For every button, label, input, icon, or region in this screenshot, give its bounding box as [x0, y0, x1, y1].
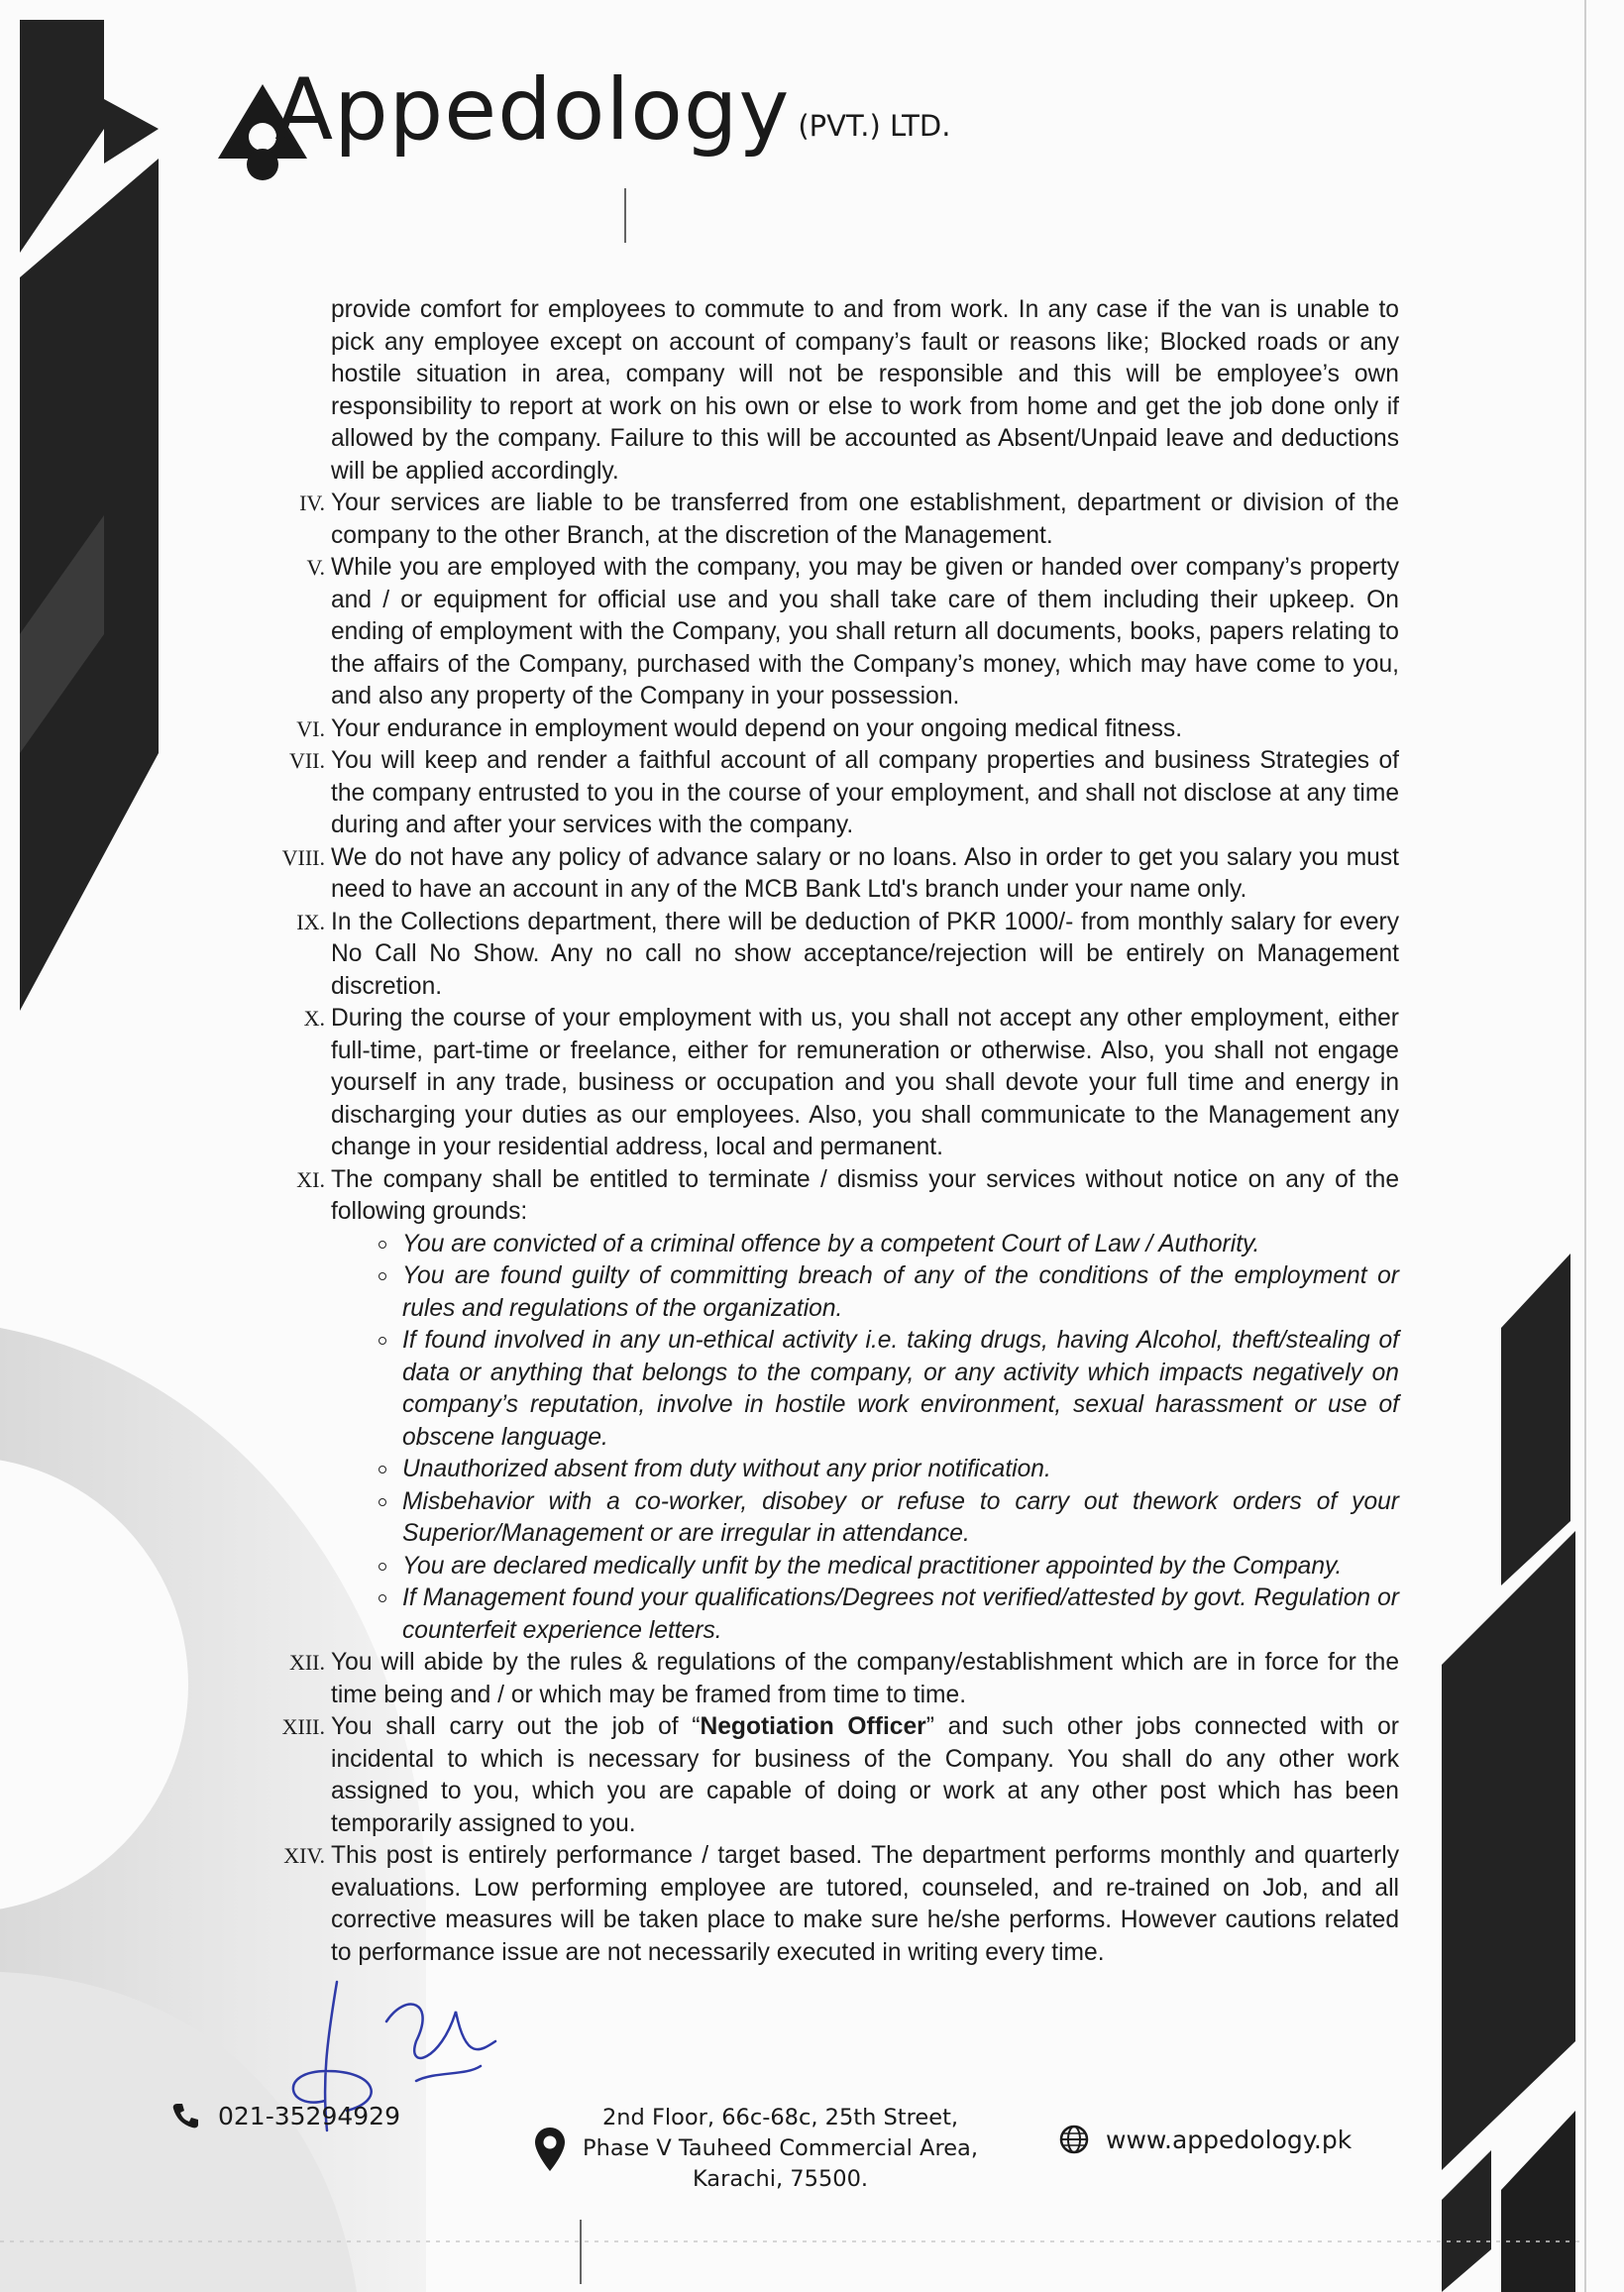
right-dark-stripe-3: [1442, 2150, 1491, 2292]
phone-icon: [170, 2101, 200, 2130]
clause-number: X.: [303, 1006, 325, 1031]
address-line-3: Karachi, 75500.: [692, 2166, 869, 2192]
clause-number: XIII.: [281, 1714, 325, 1739]
clause-number: VII.: [288, 748, 325, 773]
clause-text: This post is entirely performance / target based. The department performs monthly and quarterly evaluations. Low performing employee are tutored, counseled, and re-trained on Job, and all corrective measures will be taken place to make sure he/she performs. However cautions related to performance issue are not necessarily executed in writing every time.: [331, 1842, 1399, 1966]
termination-grounds-list: [258, 1229, 1399, 1648]
logo-suffix: (PVT.) LTD.: [798, 109, 951, 143]
clause-vii: [258, 745, 1399, 842]
list-item: Misbehavior with a co-worker, disobey or refuse to carry out thework orders of your Superior/Management or are irregular in attendance.: [402, 1486, 1399, 1551]
clause-iv: [258, 488, 1399, 552]
website-url: www.appedology.pk: [1106, 2125, 1353, 2154]
clause-number: XI.: [296, 1166, 325, 1192]
list-item: You are found guilty of committing breach of any of the conditions of the employment or rules and regulations of the organization.: [402, 1260, 1399, 1325]
phone-number: 021-35294929: [218, 2101, 400, 2130]
clause-xiii: [258, 1711, 1399, 1840]
clause-number: XII.: [288, 1650, 325, 1675]
list-item: If found involved in any un-ethical activity i.e. taking drugs, having Alcohol, theft/stealing of data or anything that belongs to the company, or any activity which impacts negatively on company’s reputation, involve in hostile work environment, sexual harassment or use of obscene language.: [402, 1325, 1399, 1454]
address-line-2: Phase V Tauheed Commercial Area,: [583, 2135, 978, 2161]
right-dark-stripe-4: [1501, 2111, 1575, 2292]
right-dark-stripe-1: [1501, 1254, 1570, 1585]
clause-number: VI.: [296, 715, 325, 741]
list-item: If Management found your qualifications/Degrees not verified/attested by govt. Regulation or counterfeit experience letters.: [402, 1583, 1399, 1647]
footer-phone: [170, 2101, 400, 2130]
clause-text-before: You shall carry out the job of “: [331, 1713, 701, 1740]
clause-text: Your endurance in employment would depend on your ongoing medical fitness.: [331, 714, 1183, 742]
clause-viii: [258, 842, 1399, 907]
address-lines: [583, 2103, 978, 2195]
right-dark-stripe-2: [1442, 1531, 1575, 2170]
logo-wordmark: [213, 60, 791, 160]
clause-number: IV.: [299, 491, 325, 515]
left-dark-stripe-2: [104, 99, 159, 164]
clause-number: VIII.: [281, 844, 325, 870]
clause-vi: [258, 713, 1399, 746]
footer-website: [1058, 2124, 1352, 2155]
job-title: Negotiation Officer: [700, 1713, 926, 1740]
clause-number: V.: [306, 555, 325, 580]
clause-v: [258, 552, 1399, 713]
clause-ix: [258, 907, 1399, 1004]
clause-number: XIV.: [283, 1843, 325, 1868]
clause-number: IX.: [296, 909, 325, 934]
clause-text: The company shall be entitled to terminate / dismiss your services without notice on any of the following grounds:: [331, 1165, 1399, 1225]
globe-icon: [1058, 2124, 1090, 2155]
logo-brand: Appedology: [274, 60, 791, 160]
clause-xi: [258, 1164, 1399, 1229]
letter-body: [258, 294, 1399, 1969]
clause-text: During the course of your employment with us, you shall not accept any other employment, either full-time, part-time or freelance, either for remuneration or otherwise. Also, you shall not engage yourself in any trade, business or occupation and you shall devote your full time and energy in discharging your duties as our employees. Also, you shall communicate to the Management any change in your residential address, local and permanent.: [331, 1005, 1399, 1160]
list-item: You are declared medically unfit by the medical practitioner appointed by the Company.: [402, 1551, 1399, 1583]
intro-paragraph: provide comfort for employees to commute to and from work. In any case if the van is unable to pick any employee except on account of company’s fault or reasons like; Blocked roads or any hostile situation in area, company will not be responsible and this will be employee’s own responsibility to report at work on his own or else to work from home and get the job done only if allowed by the company. Failure to this will be accounted as Absent/Unpaid leave and deductions will be applied accordingly.: [331, 296, 1399, 485]
footer-address: [533, 2103, 978, 2195]
clause-text: In the Collections department, there will be deduction of PKR 1000/- from monthly salary for every No Call No Show. Any no call no show acceptance/rejection will be entirely on Management discretion.: [331, 908, 1399, 1000]
clause-x: [258, 1003, 1399, 1164]
clause-text-after: ” and such other jobs connected with or incidental to which is necessary for business of the Company. You shall do any other work assigned to you, which you are capable of doing or work at any other post which has been temporarily assigned to you.: [331, 1713, 1399, 1837]
clause-xii: [258, 1647, 1399, 1711]
clause-text: You will keep and render a faithful account of all company properties and business Strategies of the company entrusted to you in the course of your employment, and shall not disclose at any time during and after your services with the company.: [331, 747, 1399, 838]
clause-text: While you are employed with the company, you may be given or handed over company’s property and / or equipment for official use and you shall take care of them including their upkeep. On ending of employment with the Company, you shall return all documents, books, papers relating to the affairs of the Company, purchased with the Company’s money, which may have come to you, and also any property of the Company in your possession.: [331, 554, 1399, 709]
clause-xiv: [258, 1840, 1399, 1969]
clause-text: We do not have any policy of advance salary or no loans. Also in order to get you salary you must need to have an account in any of the MCB Bank Ltd's branch under your name only.: [331, 843, 1399, 903]
location-pin-icon: [533, 2126, 567, 2173]
company-logo: [213, 60, 951, 160]
address-line-1: 2nd Floor, 66c-68c, 25th Street,: [601, 2105, 959, 2130]
clause-text: You will abide by the rules & regulations of the company/establishment which are in force for the time being and / or which may be framed from time to time.: [331, 1649, 1399, 1708]
list-item: You are convicted of a criminal offence by a competent Court of Law / Authority.: [402, 1229, 1399, 1261]
list-item: Unauthorized absent from duty without any prior notification.: [402, 1454, 1399, 1486]
clause-text: Your services are liable to be transferred from one establishment, department or division of the company to the other Branch, at the discretion of the Management.: [331, 490, 1399, 549]
